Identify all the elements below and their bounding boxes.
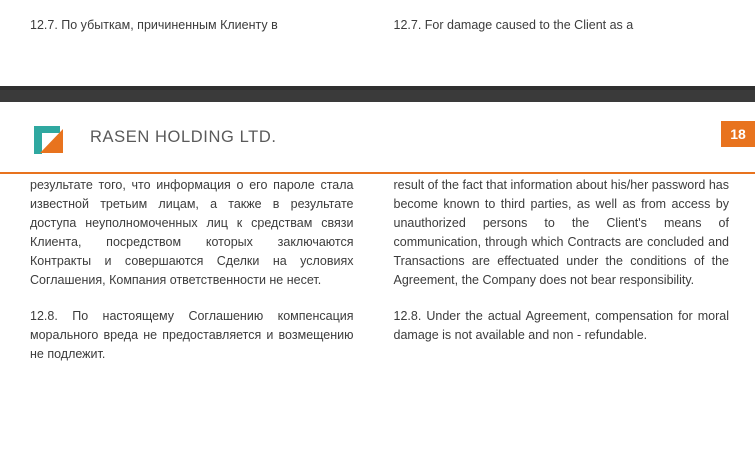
- page-number-badge: 18: [721, 121, 755, 147]
- paragraph-en-12-8: 12.8. Under the actual Agreement, compensation for moral damage is not available and non - refundable.: [393, 309, 729, 342]
- paragraph-en-continuation: result of the fact that information about his/her password has become known to third parties, as well as from access by unauthorized persons to the Client's means of communication, through which Contracts are concluded and Transactions are effectuated under the conditions of the Agreement, the Company does not bear responsibility.: [393, 178, 729, 287]
- previous-page-fragment: [0, 0, 755, 86]
- fragment-paragraph-ru: 12.7. По убыткам, причиненным Клиенту в: [30, 18, 278, 32]
- rasen-logo-icon: [30, 122, 70, 158]
- page-separator-band: [0, 86, 755, 102]
- fragment-left-column: [0, 0, 378, 35]
- page-content: [0, 176, 755, 364]
- content-right-column: [378, 176, 755, 364]
- fragment-paragraph-en: 12.7. For damage caused to the Client as a: [393, 18, 634, 32]
- fragment-right-column: [378, 0, 755, 35]
- paragraph-ru-continuation: результате того, что информация о его пароле стала известной третьим лицам, а также в результате доступа неуполномоченных лиц к средствам связи Клиента, посредством которых заключаются Контракты и совершаются Сделки на условиях Соглашения, Компания ответственности не несет.: [30, 178, 354, 287]
- content-columns: [0, 176, 755, 364]
- page-gap: [0, 102, 755, 110]
- fragment-columns: [0, 0, 755, 35]
- page-header: [0, 110, 755, 172]
- header-divider: [0, 172, 755, 174]
- page-separator-highlight: [0, 86, 755, 90]
- paragraph-ru-12-8: 12.8. По настоящему Соглашению компенсация морального вреда не предоставляется и возмещению не подлежит.: [30, 309, 354, 361]
- content-left-column: [0, 176, 378, 364]
- brand-name: RASEN HOLDING LTD.: [90, 128, 277, 146]
